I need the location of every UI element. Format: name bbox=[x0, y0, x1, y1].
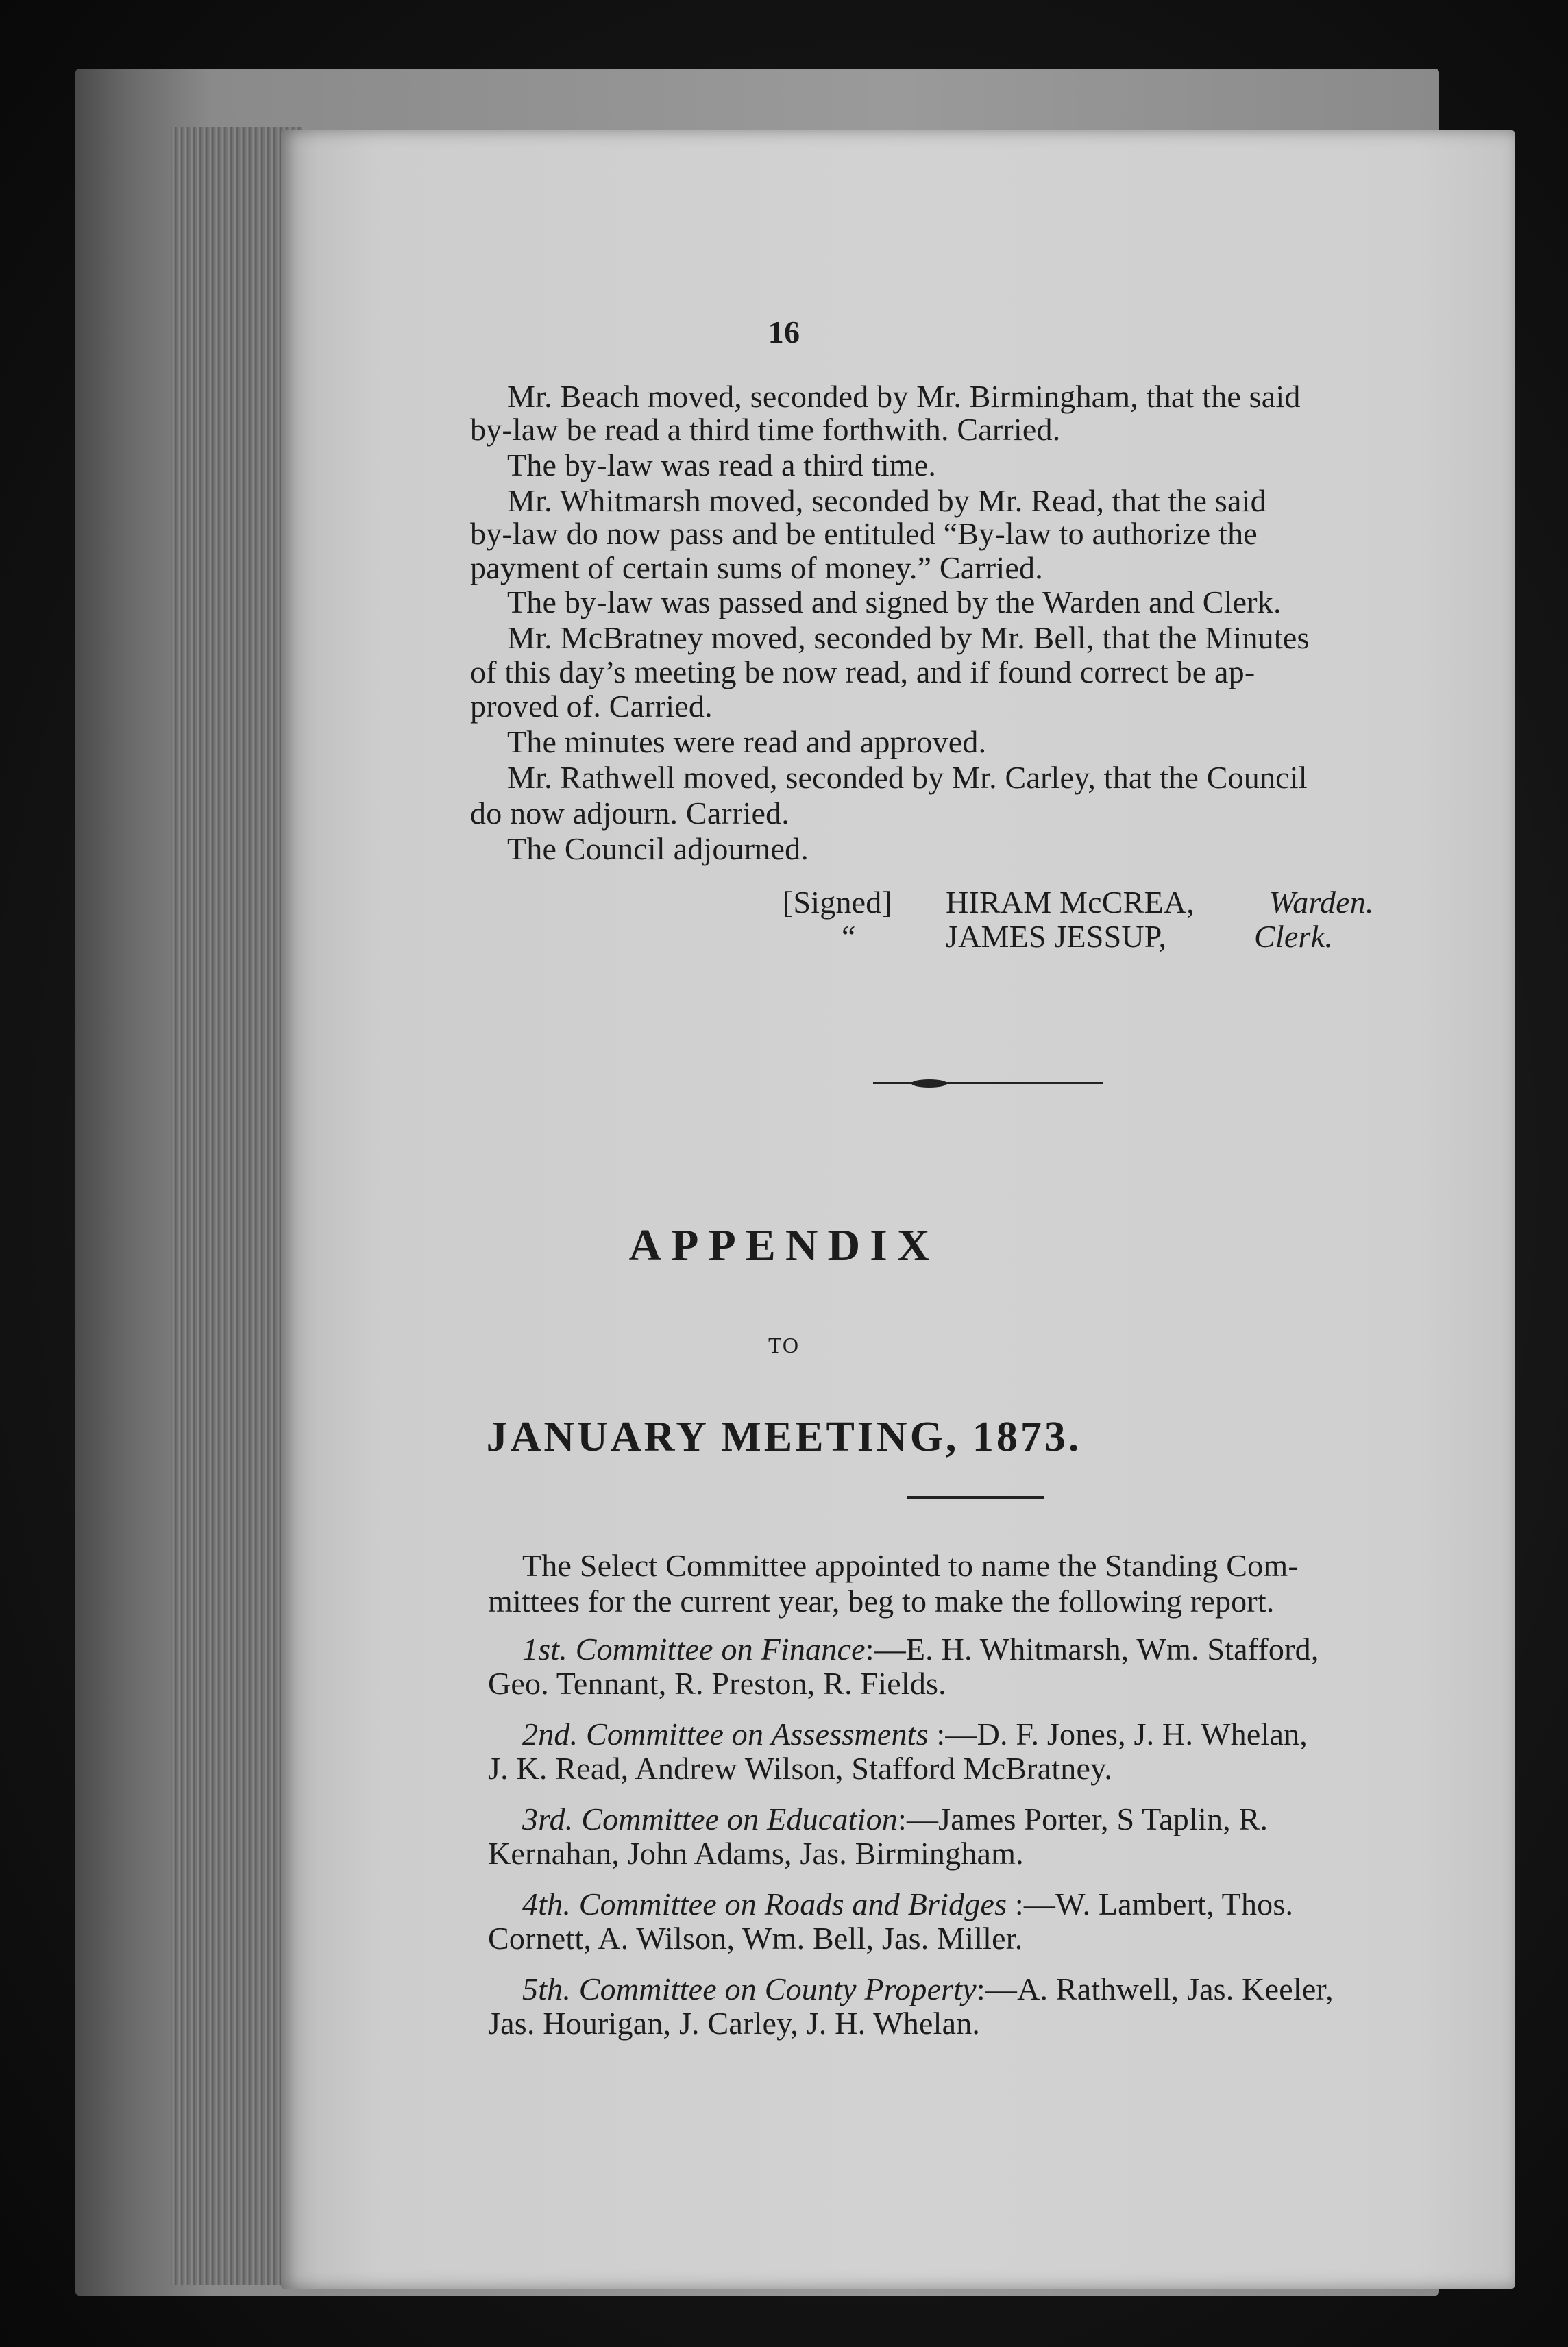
report-intro-line: The Select Committee appointed to name the Standing Com- bbox=[522, 1548, 1299, 1583]
committee-entry bbox=[522, 1971, 1334, 2007]
committee-name: Committee on County Property bbox=[578, 1971, 977, 2006]
ditto-mark: “ bbox=[842, 919, 856, 954]
committee-entry bbox=[522, 1716, 1308, 1752]
minutes-line: Mr. McBratney moved, seconded by Mr. Bell, that the Minutes bbox=[507, 620, 1310, 655]
minutes-line: payment of certain sums of money.” Carried. bbox=[470, 550, 1043, 585]
signed-label: [Signed] bbox=[783, 885, 893, 920]
minutes-line: by-law be read a third time forthwith. Carried. bbox=[470, 412, 1061, 447]
committee-members: :—D. F. Jones, J. H. Whelan, bbox=[928, 1717, 1308, 1752]
committee-entry bbox=[522, 1801, 1268, 1837]
committee-members-continued: Kernahan, John Adams, Jas. Birmingham. bbox=[488, 1836, 1024, 1871]
appendix-heading: APPENDIX bbox=[628, 1220, 940, 1270]
appendix-meeting-title: JANUARY MEETING, 1873. bbox=[486, 1414, 1082, 1460]
committee-members: :—James Porter, S Taplin, R. bbox=[897, 1802, 1269, 1836]
committee-members-continued: J. K. Read, Andrew Wilson, Stafford McBratney. bbox=[488, 1751, 1113, 1786]
committee-members: :—A. Rathwell, Jas. Keeler, bbox=[976, 1971, 1334, 2006]
page-number: 16 bbox=[768, 315, 800, 349]
committee-name: Committee on Finance bbox=[575, 1632, 866, 1667]
committee-ordinal: 5th. bbox=[522, 1971, 572, 2006]
committee-members-continued: Cornett, A. Wilson, Wm. Bell, Jas. Miller. bbox=[488, 1921, 1023, 1956]
committee-members-continued: Jas. Hourigan, J. Carley, J. H. Whelan. bbox=[488, 2006, 981, 2041]
clerk-title: Clerk. bbox=[1254, 919, 1333, 954]
minutes-line: Mr. Beach moved, seconded by Mr. Birmingham, that the said bbox=[507, 379, 1301, 414]
committee-members: :—E. H. Whitmarsh, Wm. Stafford, bbox=[865, 1632, 1319, 1667]
minutes-line: proved of. Carried. bbox=[470, 689, 713, 724]
committee-members-continued: Geo. Tennant, R. Preston, R. Fields. bbox=[488, 1666, 946, 1701]
committee-members: :—W. Lambert, Thos. bbox=[1007, 1887, 1294, 1921]
committee-entry bbox=[522, 1631, 1319, 1667]
committee-ordinal: 3rd. bbox=[522, 1802, 574, 1836]
report-intro-line: mittees for the current year, beg to make the following report. bbox=[488, 1584, 1275, 1619]
minutes-line: Mr. Whitmarsh moved, seconded by Mr. Read, that the said bbox=[507, 483, 1266, 518]
committee-ordinal: 1st. bbox=[522, 1632, 567, 1667]
minutes-line: by-law do now pass and be entituled “By-law to authorize the bbox=[470, 516, 1258, 551]
minutes-line: of this day’s meeting be now read, and if found correct be ap- bbox=[470, 654, 1255, 689]
committee-entry bbox=[522, 1886, 1293, 1922]
committee-ordinal: 2nd. bbox=[522, 1717, 578, 1752]
minutes-line: do now adjourn. Carried. bbox=[470, 796, 789, 831]
committee-name: Committee on Education bbox=[581, 1802, 898, 1836]
minutes-line: The by-law was passed and signed by the Warden and Clerk. bbox=[507, 585, 1282, 619]
clerk-name: JAMES JESSUP, bbox=[946, 919, 1167, 954]
minutes-line: The minutes were read and approved. bbox=[507, 724, 987, 759]
appendix-to: TO bbox=[768, 1333, 800, 1357]
committee-name: Committee on Assessments bbox=[586, 1717, 929, 1752]
warden-title: Warden. bbox=[1269, 885, 1374, 920]
warden-name: HIRAM McCREA, bbox=[946, 885, 1195, 920]
minutes-line: The Council adjourned. bbox=[507, 831, 809, 866]
committee-ordinal: 4th. bbox=[522, 1887, 572, 1921]
minutes-line: Mr. Rathwell moved, seconded by Mr. Carley, that the Council bbox=[507, 760, 1308, 795]
ornamental-divider bbox=[873, 1082, 1103, 1084]
minutes-line: The by-law was read a third time. bbox=[507, 447, 937, 482]
divider-ornament bbox=[910, 1079, 948, 1088]
committee-name: Committee on Roads and Bridges bbox=[578, 1887, 1007, 1921]
heading-rule bbox=[907, 1496, 1044, 1499]
